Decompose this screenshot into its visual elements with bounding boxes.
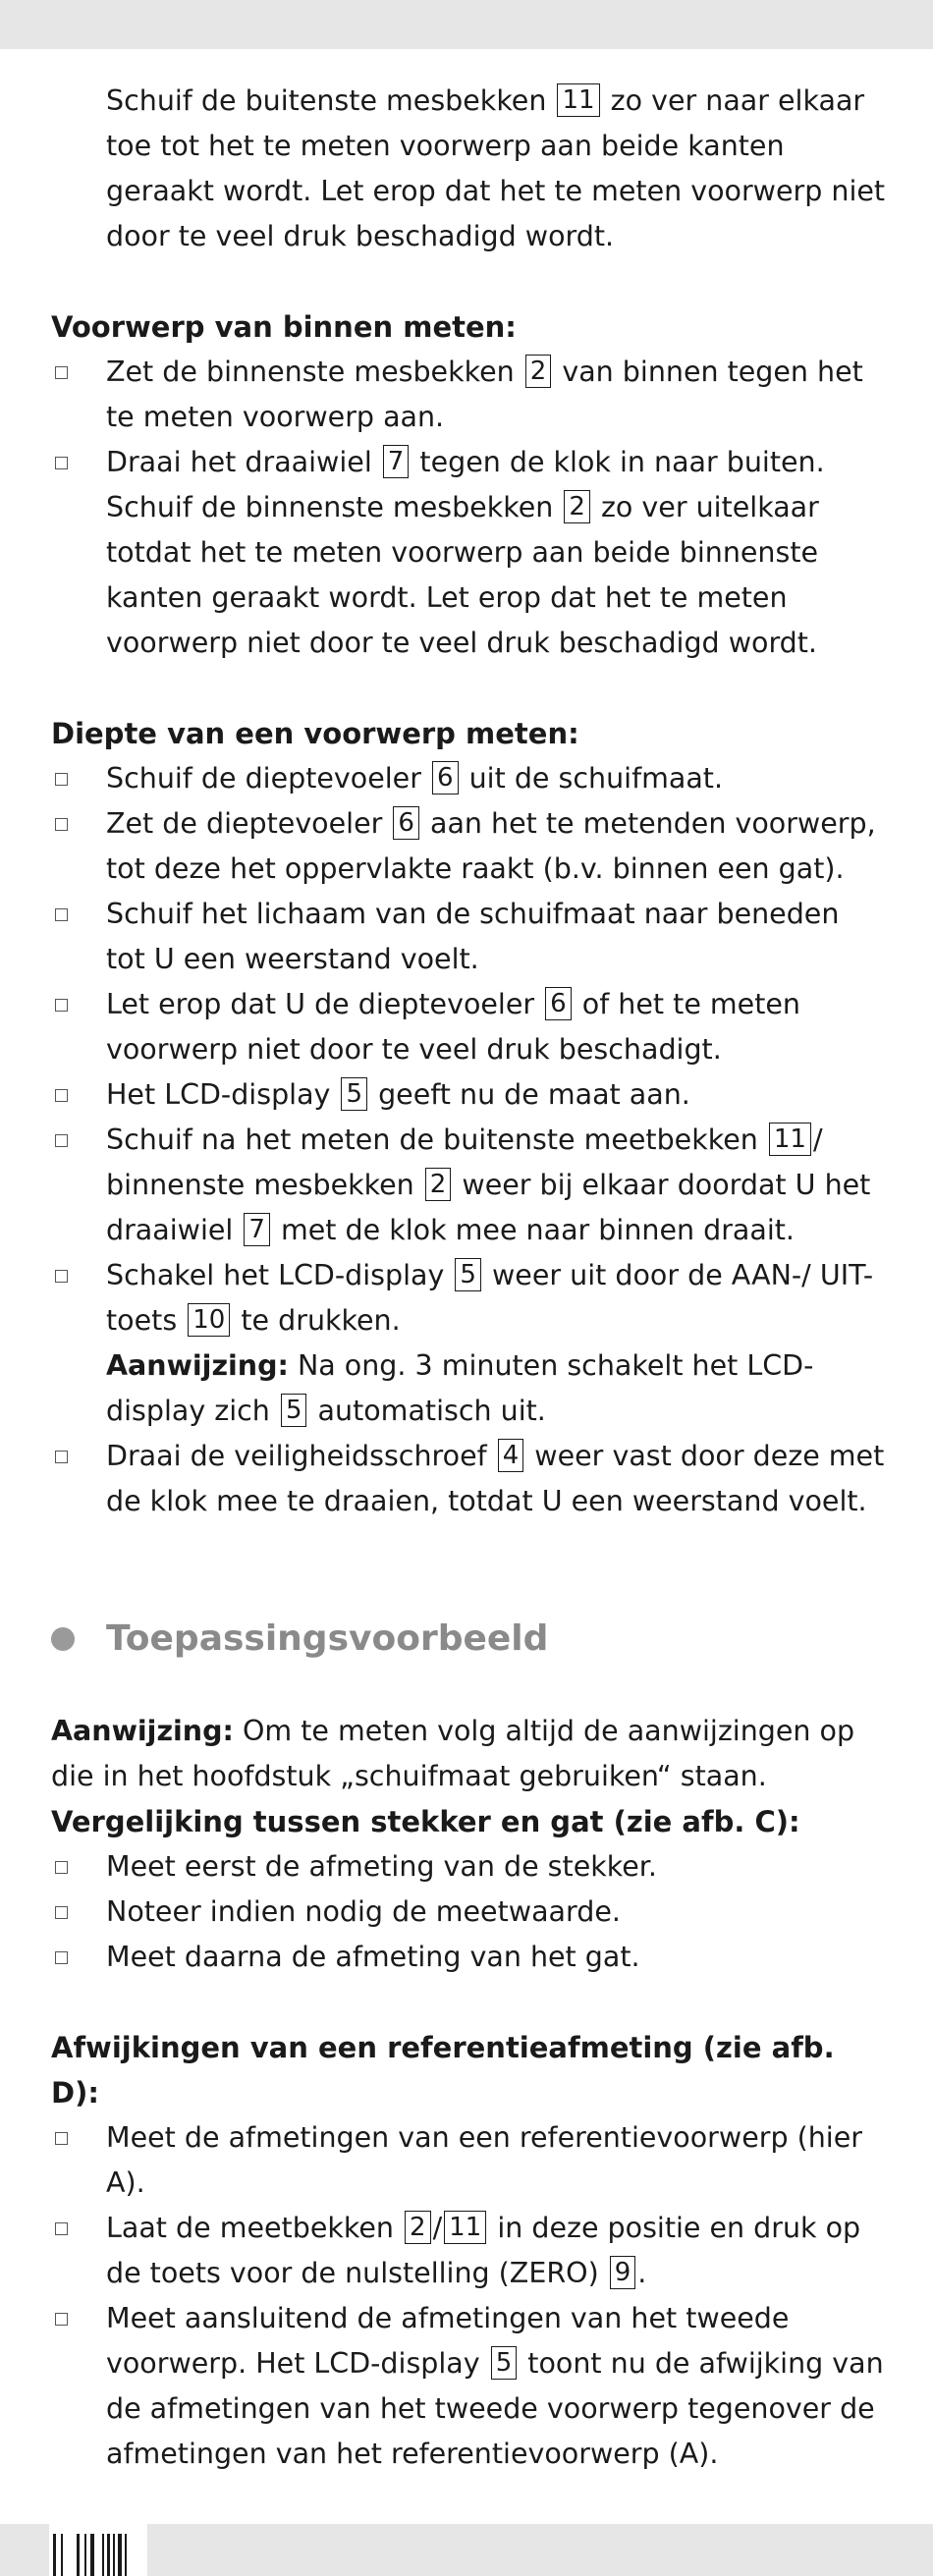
part-number-box: 2 [405, 2211, 431, 2244]
checkbox-bullet-icon [55, 1951, 68, 1964]
list-item: Zet de dieptevoeler 6 aan het te metenden voorwerp, tot deze het oppervlakte raakt (b.v. binnen een gat). [51, 801, 886, 892]
checkbox-bullet-icon [55, 2313, 68, 2326]
checkbox-bullet-icon [55, 1906, 68, 1919]
checkbox-bullet-icon [55, 1451, 68, 1463]
heading-depth-measure: Diepte van een voorwerp meten: [51, 717, 579, 750]
paragraph-outer-jaws: Schuif de buitenste mesbekken 11 zo ver naar elkaar toe tot het te meten voorwerp aan beide kanten geraakt wordt. Let erop dat het te meten voorwerp niet door te veel druk beschadigd wordt. [106, 84, 886, 252]
part-number-box: 6 [432, 761, 459, 795]
part-number-box: 6 [393, 806, 419, 840]
note-label: Aanwijzing: [106, 1349, 289, 1382]
heading-inside-measure: Voorwerp van binnen meten: [51, 310, 517, 344]
part-number-box: 5 [341, 1077, 367, 1111]
part-number-box: 11 [557, 83, 599, 117]
checkbox-bullet-icon [55, 366, 68, 379]
part-number-box: 11 [444, 2211, 486, 2244]
heading-plug-hole: Vergelijking tussen stekker en gat (zie afb. C): [51, 1805, 800, 1838]
part-number-box: 6 [545, 987, 572, 1020]
checkbox-bullet-icon [55, 773, 68, 786]
list-item: Let erop dat U de dieptevoeler 6 of het te meten voorwerp niet door te veel druk beschadigt. [51, 982, 886, 1072]
page-content [51, 79, 886, 2477]
list-item: Schuif na het meten de buitenste meetbekken 11 / binnenste mesbekken 2 weer bij elkaar doordat U het draaiwiel 7 met de klok mee naar binnen draait. [51, 1118, 886, 1253]
part-number-box: 2 [564, 490, 590, 523]
checkbox-bullet-icon [55, 1089, 68, 1102]
part-number-box: 5 [491, 2346, 518, 2380]
list-item: Laat de meetbekken 2 / 11 in deze positie en druk op de toets voor de nulstelling (ZERO) 9 . [51, 2206, 886, 2296]
checkbox-bullet-icon [55, 1861, 68, 1874]
list-item: Schuif het lichaam van de schuifmaat naar beneden tot U een weerstand voelt. [51, 892, 886, 982]
list-item: Meet de afmetingen van een referentievoorwerp (hier A). [51, 2115, 886, 2206]
checkbox-bullet-icon [55, 908, 68, 921]
list-item: Het LCD-display 5 geeft nu de maat aan. [51, 1072, 886, 1118]
note-auto-off: Aanwijzing: Na ong. 3 minuten schakelt het LCD-display zich 5 automatisch uit. [106, 1349, 814, 1427]
checkbox-bullet-icon [55, 2222, 68, 2235]
list-item: Schuif de dieptevoeler 6 uit de schuifmaat. [51, 756, 886, 801]
part-number-box: 9 [610, 2256, 636, 2289]
section-title: Toepassingsvoorbeeld [51, 1615, 886, 1664]
top-bar [0, 0, 933, 49]
note-label: Aanwijzing: [51, 1715, 234, 1747]
part-number-box: 11 [769, 1123, 811, 1156]
list-item: Meet eerst de afmeting van de stekker. [51, 1844, 886, 1890]
part-number-box: 2 [425, 1168, 452, 1201]
checkbox-bullet-icon [55, 1134, 68, 1147]
list-item: Draai het draaiwiel 7 tegen de klok in naar buiten. Schuif de binnenste mesbekken 2 zo ver uitelkaar totdat het te meten voorwerp aan beide binnenste kanten geraakt wordt. Let erop dat het te meten voorwerp niet door te veel druk beschadigd wordt. [51, 440, 886, 666]
part-number-box: 7 [244, 1213, 270, 1246]
list-item: Draai de veiligheidsschroef 4 weer vast door deze met de klok mee te draaien, totdat U een weerstand voelt. [51, 1434, 886, 1524]
list-item: Meet daarna de afmeting van het gat. [51, 1935, 886, 1980]
bullet-dot-icon [51, 1627, 75, 1651]
part-number-box: 5 [455, 1258, 481, 1291]
part-number-box: 10 [188, 1303, 230, 1337]
list-item: Schakel het LCD-display 5 weer uit door de AAN-/ UIT-toets 10 te drukken. [51, 1253, 886, 1343]
part-number-box: 7 [383, 445, 410, 478]
heading-reference-deviation: Afwijkingen van een referentieafmeting (zie afb. D): [51, 2031, 835, 2110]
list-item: Meet aansluitend de afmetingen van het tweede voorwerp. Het LCD-display 5 toont nu de afwijking van de afmetingen van het tweede voorwerp tegenover de afmetingen van het referentievoorwerp (A). [51, 2296, 886, 2477]
checkbox-bullet-icon [55, 818, 68, 831]
checkbox-bullet-icon [55, 1270, 68, 1283]
part-number-box: 4 [498, 1439, 524, 1472]
note-instructions: Aanwijzing: Om te meten volg altijd de aanwijzingen op die in het hoofdstuk „schuifmaat gebruiken“ staan. [51, 1715, 855, 1792]
barcode-icon [49, 2524, 147, 2576]
checkbox-bullet-icon [55, 999, 68, 1012]
list-item: Noteer indien nodig de meetwaarde. [51, 1890, 886, 1935]
checkbox-bullet-icon [55, 457, 68, 469]
list-item: Zet de binnenste mesbekken 2 van binnen tegen het te meten voorwerp aan. [51, 350, 886, 440]
part-number-box: 2 [525, 355, 552, 388]
part-number-box: 5 [281, 1394, 307, 1427]
checkbox-bullet-icon [55, 2132, 68, 2145]
